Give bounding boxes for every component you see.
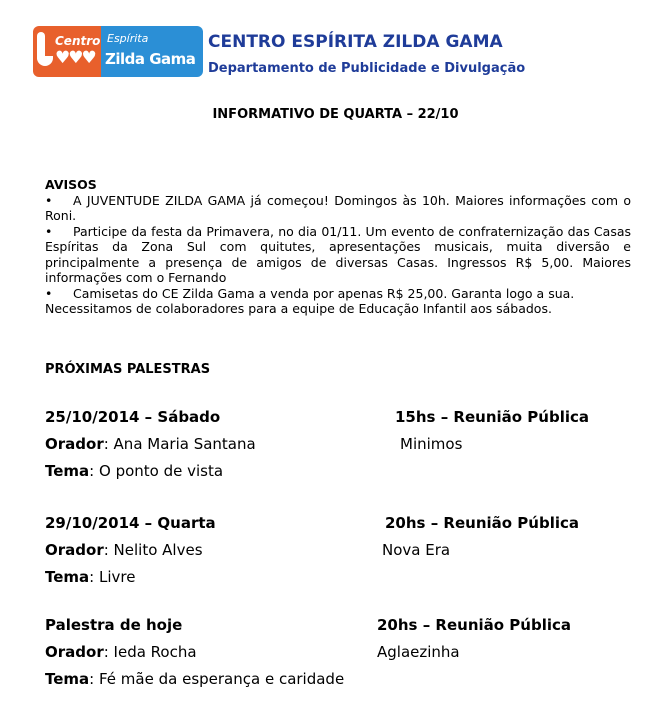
lecture-tema: Tema: Livre [45,568,136,586]
page-title: INFORMATIVO DE QUARTA – 22/10 [212,107,459,122]
lecture-orador: Orador: Nelito Alves [45,541,203,559]
logo-orange-block [33,26,101,77]
lecture-date: 25/10/2014 – Sábado [45,408,221,426]
lecture-block [45,616,635,696]
lecture-venue: Aglaezinha [377,643,460,661]
hand-palm-icon [37,56,53,66]
lecture-orador: Orador: Ana Maria Santana [45,435,256,453]
aviso-item: • A JUVENTUDE ZILDA GAMA já começou! Domingos às 10h. Maiores informações com o Roni. [45,192,631,223]
lecture-time: 20hs – Reunião Pública [385,514,580,532]
lecture-tema: Tema: Fé mãe da esperança e caridade [45,670,345,688]
lecture-venue: Nova Era [382,541,451,559]
aviso-extra-line: Necessitamos de colaboradores para a equipe de Educação Infantil aos sábados. [45,301,552,316]
lecture-tema: Tema: O ponto de vista [45,462,224,480]
bullet-icon: • [45,285,53,301]
lecture-orador: Orador: Ieda Rocha [45,643,197,661]
hearts-icon: ♥♥♥ [55,48,95,68]
org-name: CENTRO ESPÍRITA ZILDA GAMA [208,32,503,52]
logo [33,26,203,77]
aviso-item: • Participe da festa da Primavera, no dia 01/11. Um evento de confraternização das Casas Espíritas da Zona Sul com quitutes, apresentações musicais, muita diversão e principalmente a presença de amigos de diversas Casas. Ingressos R$ 5,00. Maiores informações com o Fernando [45,223,631,285]
lecture-time: 20hs – Reunião Pública [377,616,572,634]
bullet-icon: • [45,223,53,239]
lecture-time: 15hs – Reunião Pública [395,408,590,426]
avisos-section [45,177,631,317]
lecture-date: Palestra de hoje [45,616,183,634]
proximas-heading: PRÓXIMAS PALESTRAS [45,362,211,377]
logo-word-espirita: Espírita [107,32,149,45]
logo-word-zilda: Zilda Gama [105,50,196,68]
lecture-block [45,514,635,594]
avisos-heading: AVISOS [45,177,97,192]
lecture-block [45,408,635,488]
logo-blue-block [101,26,203,77]
lecture-date: 29/10/2014 – Quarta [45,514,216,532]
aviso-item: • Camisetas do CE Zilda Gama a venda por apenas R$ 25,00. Garanta logo a sua. [45,285,575,301]
department-name: Departamento de Publicidade e Divulgação [208,61,526,76]
logo-word-centro: Centro [55,34,101,48]
lecture-venue: Minimos [400,435,463,453]
bullet-icon: • [45,192,53,208]
